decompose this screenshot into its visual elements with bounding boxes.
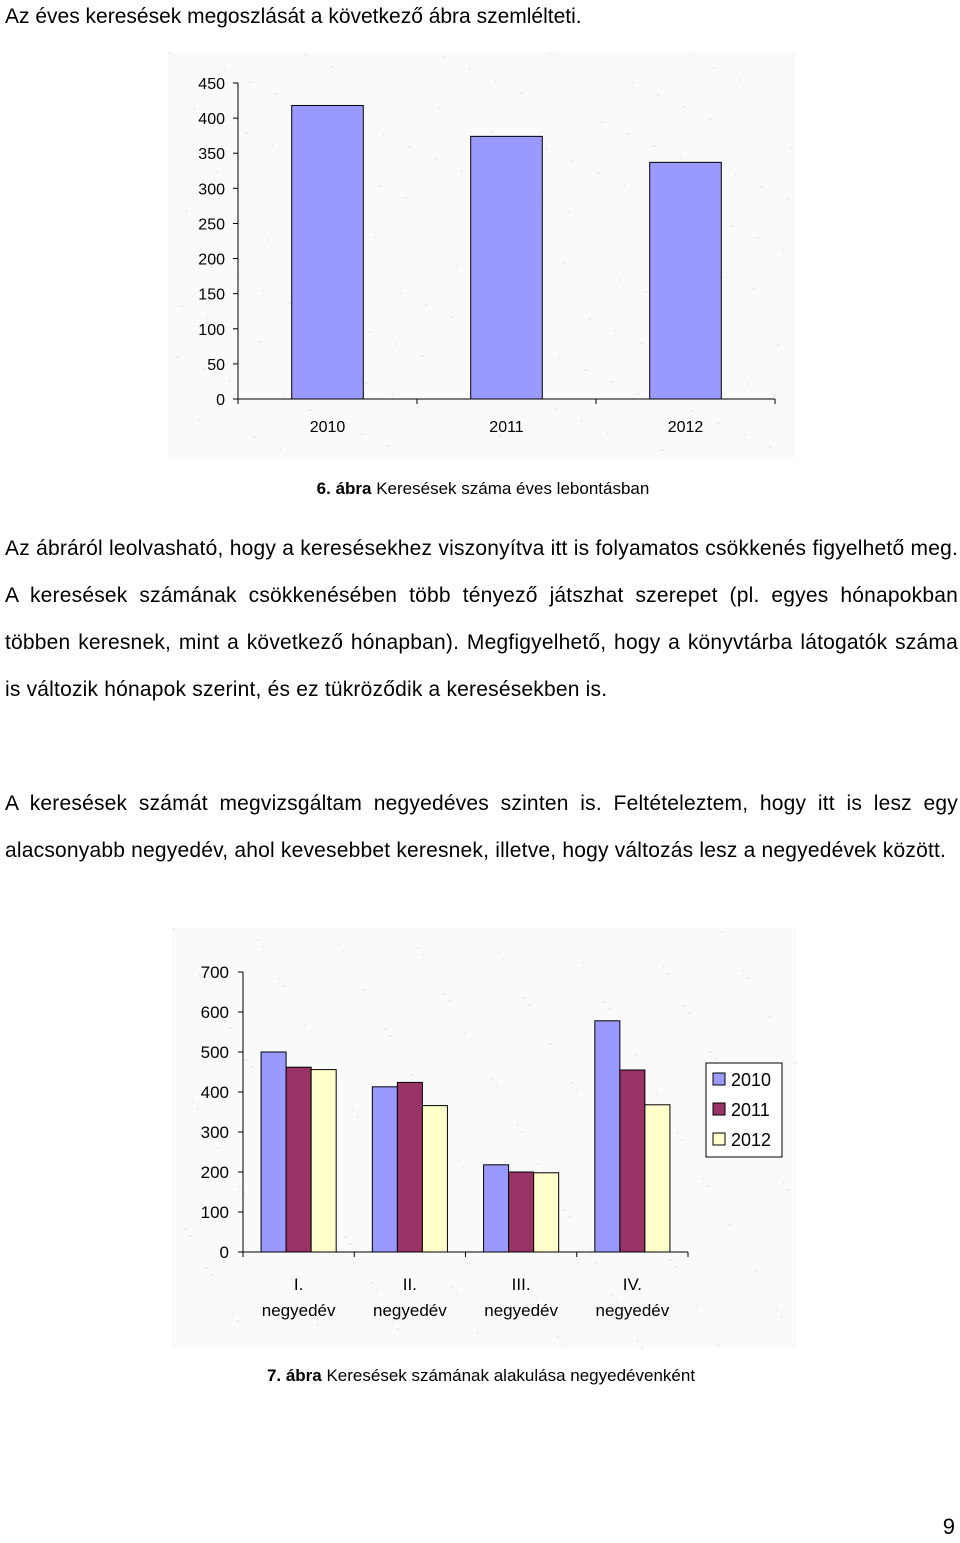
chart1-background-speck (683, 106, 686, 108)
chart1-background-speck (764, 135, 767, 137)
chart2-background-speck (389, 1035, 392, 1037)
chart2-background-speck (556, 1336, 559, 1338)
chart2-background-speck (356, 1116, 359, 1118)
chart2-x-tick-label: IV. (622, 1275, 642, 1294)
chart1-background-speck (597, 172, 600, 174)
chart1-background-speck (593, 223, 596, 225)
chart1-background-speck (245, 132, 248, 134)
chart2-background-speck (780, 1316, 783, 1318)
chart2-background-speck (709, 1051, 712, 1053)
chart2-background-speck (490, 1078, 493, 1080)
chart1-background-speck (387, 445, 390, 447)
chart1-background-speck (309, 409, 312, 411)
chart2-background-speck (469, 1039, 472, 1041)
chart2-background-speck (789, 1055, 792, 1057)
chart2-background-speck (702, 1178, 705, 1180)
chart1-background-speck (172, 407, 175, 409)
chart1-background-speck (679, 157, 682, 159)
chart2-background-speck (749, 1263, 752, 1265)
chart1-background-speck (425, 304, 428, 306)
chart2-background-speck (351, 1109, 354, 1111)
chart2-legend-label: 2011 (731, 1100, 770, 1120)
chart2-bar-q4-2011 (620, 1070, 645, 1252)
chart2-background-speck (316, 1324, 319, 1326)
chart1-background-speck (743, 434, 746, 436)
chart1-background-speck (455, 265, 458, 267)
chart2-background-speck (794, 1062, 797, 1064)
chart2-background-speck (217, 1147, 220, 1149)
chart2-background-speck (283, 985, 286, 987)
figure-7-title: Keresések számának alakulása negyedévenként (321, 1366, 696, 1385)
chart2-background-speck (205, 1267, 208, 1269)
chart1-background-speck (421, 355, 424, 357)
chart2-background-speck (196, 1108, 199, 1110)
chart1-background-speck (176, 356, 179, 358)
chart1-background-speck (739, 79, 742, 81)
chart1-background-speck (687, 55, 690, 57)
chart2-background-speck (782, 1182, 785, 1184)
chart1-background-speck (451, 316, 454, 318)
chart2-background-speck (775, 1309, 778, 1311)
chart1-background-speck (571, 160, 574, 162)
chart1-background-speck (610, 381, 613, 383)
chart2-bar-q3-2010 (484, 1165, 509, 1252)
chart2-background-speck (342, 950, 345, 952)
chart2-background-speck (262, 946, 265, 948)
chart1-background-speck (644, 291, 647, 293)
chart2-background-speck (250, 1066, 253, 1068)
chart2-background-speck (714, 1058, 717, 1060)
chart2-background-speck (721, 931, 724, 933)
chart2-bar-q1-2010 (261, 1052, 286, 1252)
chart2-background-speck (594, 1262, 597, 1264)
chart2-background-speck (582, 962, 585, 964)
chart1-background-speck (601, 121, 604, 123)
chart2-y-tick-label: 400 (200, 1083, 229, 1102)
chart2-bar-q1-2012 (311, 1070, 336, 1252)
chart2-background-speck (375, 1289, 378, 1291)
chart1-background-speck (618, 279, 621, 281)
chart1-background-speck (545, 148, 548, 150)
chart2-background-speck (290, 1278, 293, 1280)
chart1-background-speck (382, 134, 385, 136)
chart1-background-speck (417, 406, 420, 408)
chart1-y-tick-label: 150 (198, 286, 225, 304)
chart2-background-speck (337, 943, 340, 945)
chart1-background-speck (395, 343, 398, 345)
chart2-y-tick-label: 0 (219, 1243, 229, 1262)
chart2-legend-label: 2012 (731, 1130, 772, 1150)
chart1-background-speck (258, 341, 261, 343)
chart2-background-speck (349, 1243, 352, 1245)
chart1-y-tick-label: 50 (207, 356, 225, 374)
chart1-background-speck (567, 211, 570, 213)
chart1-background-speck (365, 382, 368, 384)
chart2-bar-q1-2011 (286, 1067, 311, 1252)
chart1-background-speck (185, 210, 188, 212)
chart2-background-speck (238, 1186, 241, 1188)
chart1-background-speck (253, 436, 256, 438)
chart1-background-speck (760, 186, 763, 188)
chart2-background-speck (570, 1082, 573, 1084)
chart2-background-speck (370, 1282, 373, 1284)
chart2-background-speck (177, 935, 180, 937)
chart1-background-speck (631, 82, 634, 84)
chart2-bar-q3-2011 (509, 1172, 534, 1252)
chart1-x-tick-label: 2012 (667, 419, 704, 436)
chart1-background-speck (524, 447, 527, 449)
chart1-background-speck (180, 305, 183, 307)
chart1-background-speck (558, 357, 561, 359)
page-number: 9 (942, 1514, 955, 1539)
chart2-background-speck (655, 1093, 658, 1095)
chart1-background-speck (404, 197, 407, 199)
chart2-background-speck (304, 1024, 307, 1026)
intro-text: Az éves keresések megoszlását a következő ábra szemlélteti. (5, 5, 582, 28)
chart1-y-tick-label: 400 (198, 111, 225, 129)
chart2-background-speck (278, 978, 281, 980)
chart2-bar-q4-2012 (645, 1105, 670, 1252)
chart1-background-speck (713, 67, 716, 69)
chart2-background-speck (497, 951, 500, 953)
chart2-y-tick-label: 200 (200, 1163, 229, 1182)
chart2-x-tick-label: I. (293, 1275, 304, 1294)
chart1-y-tick-label: 300 (198, 181, 225, 199)
chart1-background-speck (189, 159, 192, 161)
chart2-background-speck (542, 1170, 545, 1172)
chart2-bar-q2-2010 (372, 1087, 397, 1252)
chart1-background-speck (442, 56, 445, 58)
chart2-x-tick-label: II. (402, 1275, 417, 1294)
chart2-background-speck (728, 1224, 731, 1226)
chart1-background-speck (223, 69, 226, 71)
chart1-background-speck (747, 383, 750, 385)
chart1-background-speck (657, 94, 660, 96)
chart1-background-speck (640, 342, 643, 344)
chart2-legend (706, 1063, 782, 1157)
chart2-background-speck (422, 954, 425, 956)
chart2-background-speck (502, 958, 505, 960)
chart2-background-speck (464, 1032, 467, 1034)
chart1-background-speck (730, 225, 733, 227)
chart1-background-speck (215, 171, 218, 173)
chart2-x-tick-label: negyedév (261, 1301, 336, 1320)
chart2-background-speck (396, 1328, 399, 1330)
chart2-background-speck (231, 1313, 234, 1315)
chart1-x-tick-label: 2011 (489, 419, 524, 436)
chart1-background-speck (490, 131, 493, 133)
chart2-background-speck (210, 1274, 213, 1276)
chart1-background-speck (361, 433, 364, 435)
chart2-background-speck (245, 1059, 248, 1061)
chart1-x-tick-label: 2010 (309, 419, 346, 436)
chart1-background-speck (434, 158, 437, 160)
chart2-background-speck (535, 1297, 538, 1299)
chart2-legend-swatch-2012 (713, 1133, 725, 1145)
chart2-background-speck (363, 989, 366, 991)
chart1-background-speck (554, 408, 557, 410)
chart1-y-tick-label: 200 (198, 251, 225, 269)
chart2-background-speck (683, 1005, 686, 1007)
chart2-bar-q3-2012 (534, 1173, 559, 1252)
chart1-background-speck (769, 446, 772, 448)
chart1-background-speck (241, 183, 244, 185)
chart2-background-speck (768, 1016, 771, 1018)
chart1-background-speck (584, 369, 587, 371)
chart1-background-speck (168, 52, 171, 54)
chart1-background-speck (653, 145, 656, 147)
chart1-background-speck (464, 119, 467, 121)
chart2-background-speck (172, 928, 175, 930)
chart1-background-speck (709, 118, 712, 120)
chart2-background-speck (391, 1321, 394, 1323)
chart2-background-speck (417, 947, 420, 949)
chart2-background-speck (528, 1004, 531, 1006)
chart2-background-speck (257, 939, 260, 941)
chart1-background-speck (636, 393, 639, 395)
chart2-background-speck (410, 1074, 413, 1076)
chart1-background-speck (198, 419, 201, 421)
chart2-legend-swatch-2011 (713, 1103, 725, 1115)
chart2-background-speck (641, 1347, 644, 1349)
chart2-background-speck (716, 1344, 719, 1346)
chart2-background-speck (669, 1259, 672, 1261)
chart2-background-speck (229, 1027, 232, 1029)
figure-7-caption (1, 1365, 960, 1387)
chart1-y-tick-label: 0 (216, 392, 225, 409)
chart1-background-speck (520, 92, 523, 94)
chart2-x-tick-label: negyedév (484, 1301, 558, 1320)
chart1-background-speck (717, 422, 720, 424)
chart1-background-speck (412, 95, 415, 97)
chart1-background-speck (614, 330, 617, 332)
chart2-background-speck (476, 1332, 479, 1334)
chart1-bar-2010 (292, 105, 364, 399)
chart2-background-speck (549, 1043, 552, 1045)
chart2-background-speck (457, 1159, 460, 1161)
chart1-background-speck (228, 380, 231, 382)
chart1-background-speck (550, 53, 553, 55)
chart1-background-speck (305, 54, 308, 56)
chart2-background-speck (688, 1012, 691, 1014)
figure-7-number: 7. ábra (266, 1366, 322, 1385)
chart1-background-speck (399, 292, 402, 294)
chart2-background-speck (563, 1209, 566, 1211)
chart2-background-speck (344, 1236, 347, 1238)
chart2-background-speck (189, 1235, 192, 1237)
chart2-background-speck (636, 1340, 639, 1342)
chart2-background-speck (634, 1054, 637, 1056)
figure-6-title: Keresések száma éves lebontásban (371, 479, 650, 498)
chart2-x-tick-label: negyedév (373, 1301, 447, 1320)
chart2-background-speck (568, 1216, 571, 1218)
chart2-x-tick-label: III. (511, 1275, 531, 1294)
chart1-background-speck (391, 394, 394, 396)
chart1-background-speck (193, 108, 196, 110)
chart1-background-speck (588, 318, 591, 320)
chart2-background-speck (523, 997, 526, 999)
chart1-background-speck (202, 368, 205, 370)
chart1-background-speck (773, 395, 776, 397)
chart2-background-speck (747, 977, 750, 979)
chart1-background-speck (691, 410, 694, 412)
chart2-background-speck (455, 1293, 458, 1295)
chart2-legend-label: 2010 (731, 1070, 772, 1090)
chart1-background-speck (271, 144, 274, 146)
chart1-background-speck (734, 174, 737, 176)
chart2-background-speck (495, 1085, 498, 1087)
chart1-y-tick-label: 100 (198, 321, 225, 339)
chart2-background-speck (707, 1185, 710, 1187)
chart1-bar-2012 (650, 162, 722, 399)
chart1-background-speck (369, 331, 372, 333)
chart1-background-speck (752, 288, 755, 290)
chart1-background-speck (378, 185, 381, 187)
chart2-background-speck (575, 1089, 578, 1091)
chart1-background-speck (494, 80, 497, 82)
chart2-background-speck (662, 966, 665, 968)
paragraph-1: Az ábráról leolvasható, hogy a keresésekhez viszonyítva itt is folyamatos csökkenés figyelhető meg. A keresések számának csökkenésében több tényező játszhat szerepet (pl. egyes hónapokban többen keresnek, mint a következő hónapban). Megfigyelhető, hogy a könyvtárba látogatók száma is változik hónapok szerint, és ez tükröződik a keresésekben is. (5, 537, 958, 701)
chart2-background-speck (236, 1320, 239, 1322)
chart2-y-tick-label: 700 (200, 963, 229, 982)
chart1-background-speck (374, 236, 377, 238)
chart2-background-speck (521, 1131, 524, 1133)
chart2-background-speck (742, 970, 745, 972)
chart1-y-tick-label: 350 (198, 146, 225, 164)
chart2-background-speck (608, 1008, 611, 1010)
chart1-background-speck (472, 423, 475, 425)
chart1-background-speck (777, 344, 780, 346)
chart2-background-speck (537, 1163, 540, 1165)
chart2-background-speck (589, 1255, 592, 1257)
chart1-background-speck (266, 239, 269, 241)
chart1-background-speck (275, 93, 278, 95)
chart2-background-speck (787, 1189, 790, 1191)
chart1-background-speck (623, 184, 626, 186)
chart1-background-speck (580, 420, 583, 422)
chart1-background-speck (627, 133, 630, 135)
chart2-bar-q2-2011 (397, 1082, 422, 1252)
chart2-y-tick-label: 600 (200, 1003, 229, 1022)
chart2-background-speck (448, 1000, 451, 1002)
chart2-background-speck (681, 1139, 684, 1141)
chart2-background-speck (309, 1031, 312, 1033)
chart2-background-speck (676, 1132, 679, 1134)
chart1-background-speck (288, 302, 291, 304)
chart1-y-tick-label: 450 (198, 76, 225, 93)
chart2-background-speck (754, 1270, 757, 1272)
figure-6-caption (3, 478, 960, 500)
chart2-background-speck (516, 1124, 519, 1126)
chart2-y-tick-label: 100 (200, 1203, 229, 1222)
chart2-background-speck (603, 1001, 606, 1003)
chart2-x-tick-label: negyedév (595, 1301, 670, 1320)
chart1-background-speck (408, 146, 411, 148)
chart1-background-speck (790, 147, 793, 149)
chart2-background-speck (667, 973, 670, 975)
chart2-background-speck (610, 1294, 613, 1296)
chart1-background-speck (206, 317, 209, 319)
chart2-background-speck (561, 1343, 564, 1345)
chart2-background-speck (450, 1286, 453, 1288)
chart1-background-speck (262, 290, 265, 292)
paragraph-2: A keresések számát megvizsgáltam negyedéves szinten is. Feltételeztem, hogy itt is lesz egy alacsonyabb negyedév, ahol kevesebbet keresnek, illetve, hogy változás lesz a negyedévek között. (5, 792, 958, 862)
chart1-background-speck (331, 66, 334, 68)
chart1-bar-2011 (471, 136, 543, 399)
chart1-background-speck (249, 81, 252, 83)
chart2-background-speck (184, 1228, 187, 1230)
chart1-background-speck (279, 448, 282, 450)
chart2-background-speck (629, 1047, 632, 1049)
chart2-y-tick-label: 300 (200, 1123, 229, 1142)
chart1-background-speck (232, 329, 235, 331)
chart1-background-speck (661, 449, 664, 451)
chart1-background-speck (786, 198, 789, 200)
chart1-background-speck (756, 237, 759, 239)
chart1-background-speck (460, 170, 463, 172)
chart2-background-speck (443, 993, 446, 995)
chart2-background-speck (674, 1266, 677, 1268)
chart2-y-tick-label: 500 (200, 1043, 229, 1062)
chart2-bar-q2-2012 (422, 1106, 447, 1252)
chart2-background-speck (695, 1305, 698, 1307)
chart1-background-speck (563, 262, 566, 264)
chart2-bar-q4-2010 (595, 1021, 620, 1252)
chart1-y-tick-label: 250 (198, 216, 225, 234)
chart2-background-speck (191, 1101, 194, 1103)
figure-6-number: 6. ábra (316, 479, 372, 498)
chart2-background-speck (384, 1028, 387, 1030)
chart1-background-speck (726, 276, 729, 278)
chart1-background-speck (606, 432, 609, 434)
chart2-background-speck (462, 1166, 465, 1168)
chart1-background-speck (782, 249, 785, 251)
chart1-background-speck (447, 367, 450, 369)
chart2-legend-swatch-2010 (713, 1073, 725, 1085)
chart1-background-speck (438, 107, 441, 109)
chart1-background-speck (468, 68, 471, 70)
